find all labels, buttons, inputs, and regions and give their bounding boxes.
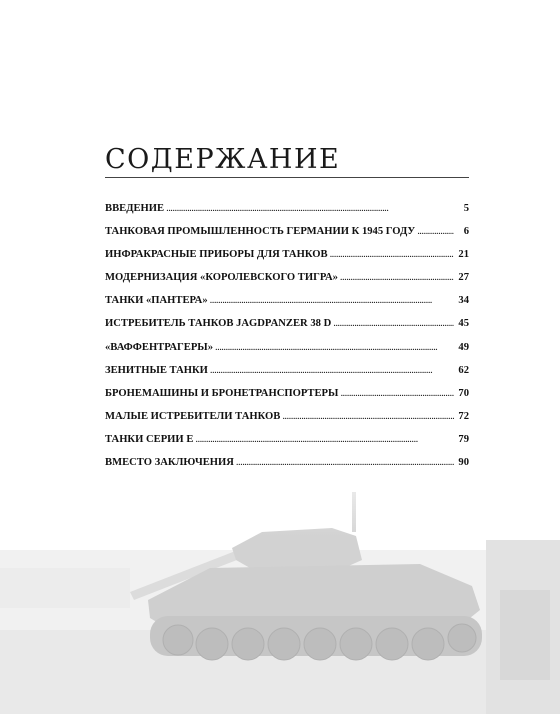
toc-leader-dots: [333, 318, 454, 329]
toc-entry-page: 34: [458, 295, 469, 307]
toc-entry-page: 6: [463, 226, 469, 238]
toc-entry-label: МАЛЫЕ ИСТРЕБИТЕЛИ ТАНКОВ: [105, 410, 281, 422]
toc-entry-tank-industry[interactable]: [105, 226, 469, 249]
toc-leader-dots: [236, 457, 454, 468]
toc-entry-page: 21: [458, 249, 469, 261]
toc-entry-label: МОДЕРНИЗАЦИЯ «КОРОЛЕВСКОГО ТИГРА»: [105, 272, 338, 284]
toc-entry-infrared[interactable]: [105, 249, 469, 272]
toc-entry-panther[interactable]: [105, 295, 469, 318]
toc-entry-page: 27: [458, 272, 469, 284]
toc-leader-dots: [282, 411, 454, 422]
toc-leader-dots: [166, 203, 454, 214]
toc-entry-jagdpanzer[interactable]: [105, 318, 469, 341]
table-of-contents: [105, 203, 469, 480]
toc-entry-waffentrager[interactable]: [105, 342, 469, 365]
toc-leader-dots: [215, 342, 454, 353]
toc-entry-label: ИСТРЕБИТЕЛЬ ТАНКОВ JAGDPANZER 38 D: [105, 318, 332, 330]
toc-leader-dots: [340, 272, 454, 283]
page-title: СОДЕРЖАНИЕ: [105, 144, 341, 175]
toc-entry-page: 90: [458, 457, 469, 469]
title-underline: [105, 177, 469, 178]
toc-entry-introduction[interactable]: [105, 203, 469, 226]
toc-entry-label: ТАНКИ СЕРИИ Е: [105, 433, 194, 445]
toc-entry-label: ТАНКИ «ПАНТЕРА»: [105, 295, 208, 307]
toc-entry-page: 70: [458, 387, 469, 399]
toc-entry-label: БРОНЕМАШИНЫ И БРОНЕТРАНСПОРТЕРЫ: [105, 387, 339, 399]
toc-entry-conclusion[interactable]: [105, 457, 469, 480]
toc-leader-dots: [417, 226, 454, 237]
toc-entry-page: 49: [458, 341, 469, 353]
toc-entry-antiaircraft[interactable]: [105, 365, 469, 388]
toc-leader-dots: [330, 249, 454, 260]
toc-entry-label: «ВАФФЕНТРАГЕРЫ»: [105, 341, 213, 353]
toc-entry-small-destroyers[interactable]: [105, 411, 469, 434]
toc-entry-page: 45: [458, 318, 469, 330]
toc-leader-dots: [195, 434, 454, 445]
toc-leader-dots: [210, 295, 454, 306]
toc-entry-page: 72: [458, 410, 469, 422]
toc-entry-page: 62: [458, 364, 469, 376]
toc-entry-page: 79: [458, 433, 469, 445]
toc-entry-king-tiger[interactable]: [105, 272, 469, 295]
toc-entry-label: ВМЕСТО ЗАКЛЮЧЕНИЯ: [105, 457, 234, 469]
toc-entry-label: ИНФРАКРАСНЫЕ ПРИБОРЫ ДЛЯ ТАНКОВ: [105, 249, 328, 261]
toc-leader-dots: [340, 388, 454, 399]
toc-entry-armored-vehicles[interactable]: [105, 388, 469, 411]
tank-watermark-image: [0, 440, 560, 714]
toc-entry-label: ЗЕНИТНЫЕ ТАНКИ: [105, 364, 208, 376]
toc-entry-page: 5: [463, 203, 469, 214]
toc-entry-e-series[interactable]: [105, 434, 469, 457]
toc-entry-label: ВВЕДЕНИЕ: [105, 203, 165, 214]
toc-leader-dots: [210, 365, 454, 376]
toc-entry-label: ТАНКОВАЯ ПРОМЫШЛЕННОСТЬ ГЕРМАНИИ К 1945 ГОДУ: [105, 226, 416, 238]
